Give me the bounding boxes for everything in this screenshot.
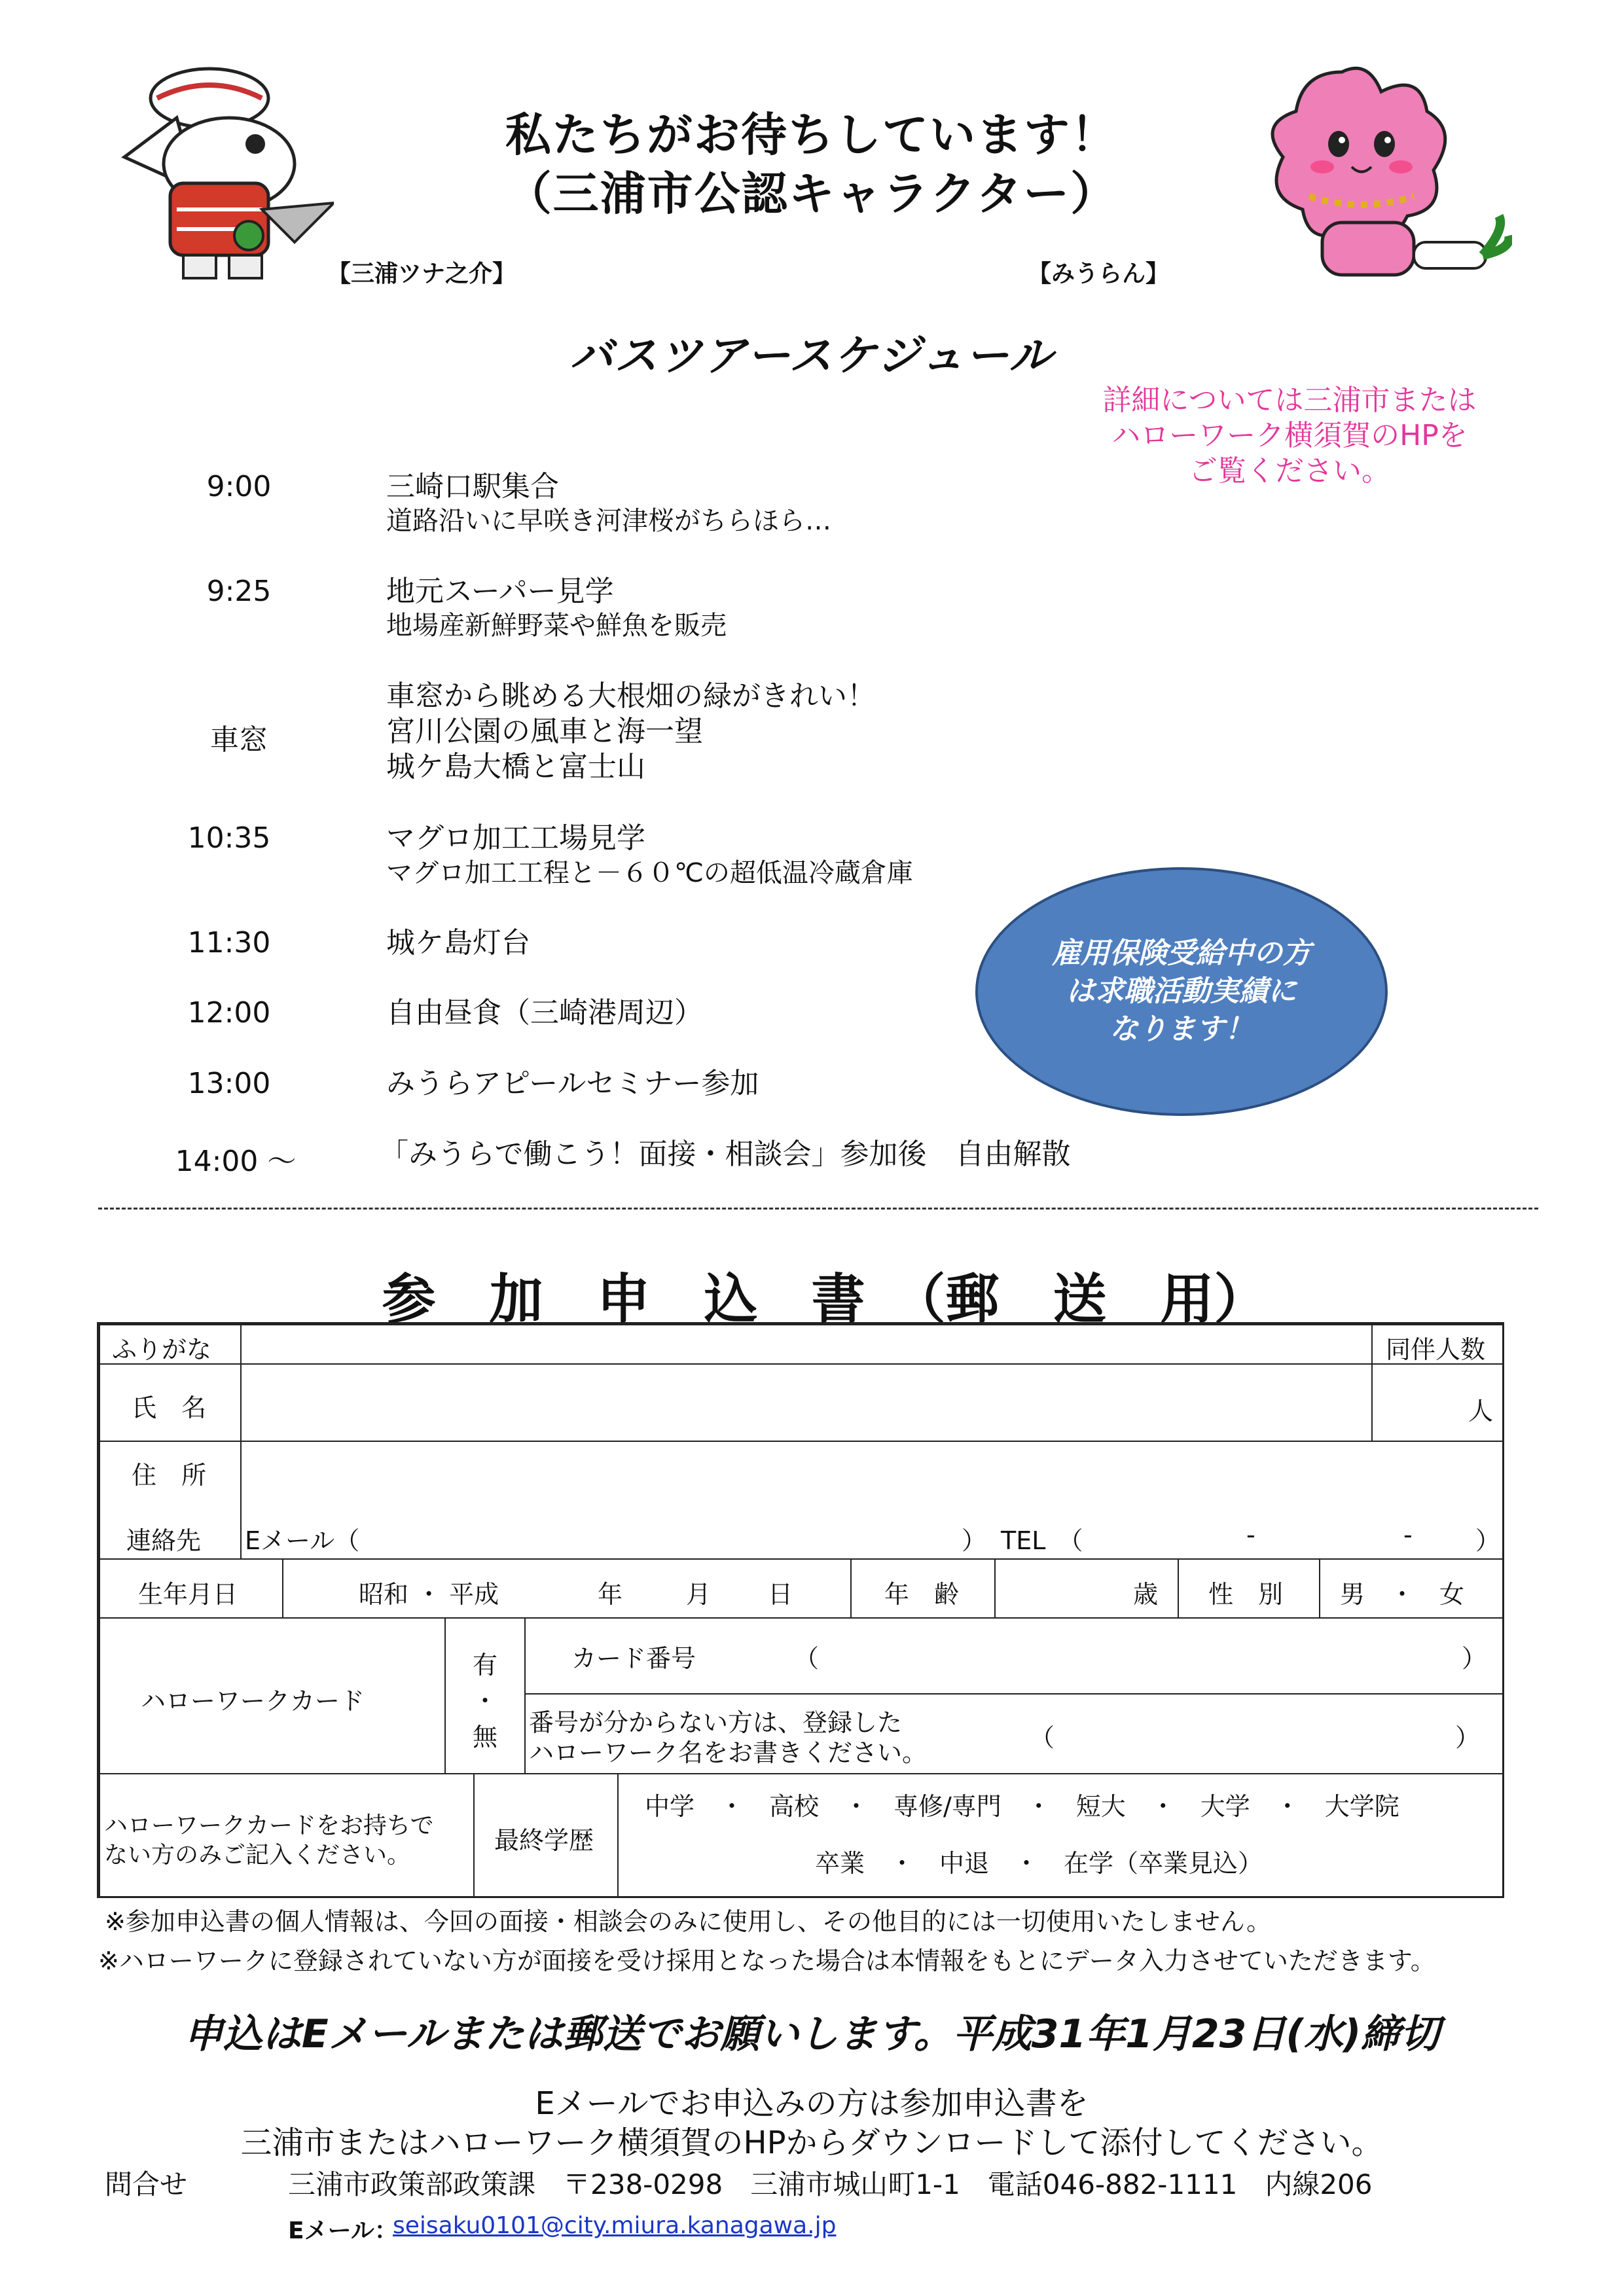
year-unit: 年 <box>598 1580 623 1609</box>
address-label: 住 所 <box>132 1461 207 1490</box>
schedule-detail: マグロ加工工程と－６０℃の超低温冷蔵倉庫 <box>386 858 913 888</box>
month-unit: 月 <box>686 1580 712 1609</box>
schedule-event: マグロ加工工場見学 <box>386 821 645 855</box>
paren-open: （ <box>1030 1723 1055 1752</box>
unknown-note-line2: ハローワーク名をお書きください。 <box>529 1738 928 1767</box>
schedule-time: 12:00 <box>187 996 271 1030</box>
schedule-time: 13:00 <box>187 1067 271 1100</box>
privacy-note: ※参加申込書の個人情報は、今回の面接・相談会のみに使用し、その他目的には一切使用いたしません。 <box>105 1907 1272 1936</box>
furigana-label-cell <box>99 1324 242 1365</box>
details-note-line: ご覧ください。 <box>1189 454 1390 488</box>
details-note-line: ハローワーク横須賀のHPを <box>1111 419 1468 452</box>
no-card-note-line1: ハローワークカードをお持ちで <box>104 1812 434 1839</box>
name-input[interactable] <box>240 1363 1373 1442</box>
schedule-time: 11:30 <box>187 926 271 960</box>
none-option: 無 <box>472 1723 497 1751</box>
schedule-event: 「みうらで働こう！面接・相談会」参加後 自由解散 <box>380 1138 1071 1171</box>
card-number-label: カード番号 <box>571 1644 696 1673</box>
tel-dash: - <box>1403 1520 1413 1549</box>
birthdate-label: 生年月日 <box>138 1580 238 1609</box>
hw-card-label-cell <box>99 1617 446 1774</box>
education-options: 中学 ・ 高校 ・ 専修/専門 ・ 短大 ・ 大学 ・ 大学院 <box>645 1792 1399 1821</box>
bubble-line: 雇用保険受給中の方 <box>1052 937 1311 970</box>
no-card-note-line2: ない方のみご記入ください。 <box>104 1842 411 1869</box>
bubble-line: は求職活動実績に <box>1066 975 1297 1008</box>
person-unit: 人 <box>1468 1397 1493 1426</box>
tel-close-paren: ） <box>1475 1526 1501 1555</box>
gender-label: 性 別 <box>1208 1580 1284 1609</box>
page-title-line2: （三浦市公認キャラクター） <box>505 167 1118 221</box>
registration-note: ※ハローワークに登録されていない方が面接を受け採用となった場合は本情報をもとにデータ入力させていただきます。 <box>98 1946 1435 1975</box>
age-unit: 歳 <box>1132 1580 1158 1609</box>
companions-input[interactable] <box>1371 1363 1504 1442</box>
deadline-notice: 申込はEメールまたは郵送でお願いします。平成31年1月23日(水)締切 <box>183 2011 1440 2057</box>
contact-info: 三浦市政策部政策課 〒238-0298 三浦市城山町1-1 電話046-882-1111 内線206 <box>288 2168 1373 2200</box>
hw-card-has-none[interactable] <box>444 1617 526 1774</box>
schedule-event: 城ケ島灯台 <box>386 926 530 960</box>
has-option: 有 <box>472 1651 497 1679</box>
gender-options: 男 ・ 女 <box>1340 1580 1465 1609</box>
dot-separator: ・ <box>472 1687 497 1715</box>
contact-email-label: Eメール： <box>288 2217 398 2244</box>
tuna-mascot-illustration <box>98 59 334 281</box>
unknown-note-line1: 番号が分からない方は、登録した <box>529 1708 903 1737</box>
cut-line-divider <box>98 1208 1538 1210</box>
era-options: 昭和 ・ 平成 <box>359 1580 499 1609</box>
schedule-detail: 城ケ島大橋と富士山 <box>386 750 645 783</box>
name-label-cell <box>99 1363 242 1442</box>
schedule-detail: 宮川公園の風車と海一望 <box>386 715 703 748</box>
schedule-event: みうらアピールセミナー参加 <box>386 1067 759 1100</box>
education-label-cell <box>473 1773 619 1897</box>
schedule-time: 10:35 <box>187 821 271 855</box>
address-label-cell <box>99 1441 242 1560</box>
schedule-time: 14:00 ～ <box>175 1145 297 1178</box>
application-form-table <box>97 1322 1504 1898</box>
age-input[interactable] <box>994 1558 1179 1619</box>
tel-dash: - <box>1246 1520 1255 1549</box>
email-instruction-line2: 三浦市またはハローワーク横須賀のHPからダウンロードして添付してください。 <box>240 2125 1383 2161</box>
schedule-detail: 地場産新鮮野菜や鮮魚を販売 <box>386 611 727 641</box>
schedule-event: 自由昼食（三崎港周辺） <box>386 996 703 1030</box>
education-status: 卒業 ・ 中退 ・ 在学（卒業見込） <box>815 1849 1263 1878</box>
form-title: 参 加 申 込 書 （郵 送 用） <box>382 1268 1268 1331</box>
paren-close: ） <box>1462 1644 1487 1673</box>
schedule-event: 地元スーパー見学 <box>386 575 614 608</box>
hw-card-label: ハローワークカード <box>141 1687 365 1715</box>
no-card-note-cell <box>99 1773 475 1897</box>
char-left-label: 【三浦ツナ之介】 <box>327 260 516 287</box>
card-number-input[interactable] <box>524 1617 1504 1695</box>
furigana-label: ふりがな <box>112 1335 212 1364</box>
tel-label: TEL （ <box>1001 1526 1083 1555</box>
page-title-line1: 私たちがお待ちしています！ <box>505 108 1118 162</box>
schedule-time: 9:00 <box>206 470 272 503</box>
paren-close: ） <box>1455 1723 1481 1752</box>
contact-label: 連絡先 <box>126 1526 202 1555</box>
education-input[interactable] <box>617 1773 1504 1897</box>
email-close-paren: ） <box>962 1526 987 1555</box>
day-unit: 日 <box>768 1580 793 1609</box>
paren-open: （ <box>794 1644 820 1673</box>
gender-input[interactable] <box>1319 1558 1504 1619</box>
miuran-mascot-illustration <box>1231 59 1512 295</box>
details-note-line: 詳細については三浦市または <box>1102 384 1477 417</box>
companions-label: 同伴人数 <box>1386 1335 1486 1364</box>
name-label: 氏 名 <box>132 1393 207 1422</box>
schedule-event: 車窓から眺める大根畑の緑がきれい！ <box>386 679 876 713</box>
birthdate-label-cell <box>99 1558 283 1619</box>
age-label: 年 齢 <box>884 1580 960 1609</box>
age-label-cell <box>850 1558 996 1619</box>
employment-insurance-bubble <box>975 867 1388 1116</box>
contact-label: 問合せ <box>105 2168 188 2200</box>
schedule-event: 三崎口駅集合 <box>386 470 559 503</box>
char-right-label: 【みうらん】 <box>1028 260 1170 287</box>
schedule-title: バスツアースケジュール <box>569 331 1054 381</box>
companions-label-cell <box>1371 1324 1504 1365</box>
gender-label-cell <box>1178 1558 1320 1619</box>
email-field-label: Eメール（ <box>245 1526 360 1555</box>
bubble-line: なります！ <box>1110 1013 1254 1046</box>
email-instruction-line1: Eメールでお申込みの方は参加申込書を <box>535 2085 1089 2122</box>
furigana-input[interactable] <box>240 1324 1373 1365</box>
schedule-detail: 道路沿いに早咲き河津桜がちらほら… <box>386 506 831 536</box>
schedule-time: 9:25 <box>206 575 272 608</box>
contact-email-link[interactable]: seisaku0101@city.miura.kanagawa.jp <box>393 2212 837 2239</box>
education-label: 最終学歴 <box>494 1826 594 1855</box>
hw-office-input[interactable] <box>524 1693 1504 1774</box>
birthdate-input[interactable] <box>282 1558 852 1619</box>
address-input[interactable] <box>240 1441 1504 1560</box>
details-note <box>1054 383 1525 489</box>
schedule-time: 車窓 <box>210 723 268 757</box>
